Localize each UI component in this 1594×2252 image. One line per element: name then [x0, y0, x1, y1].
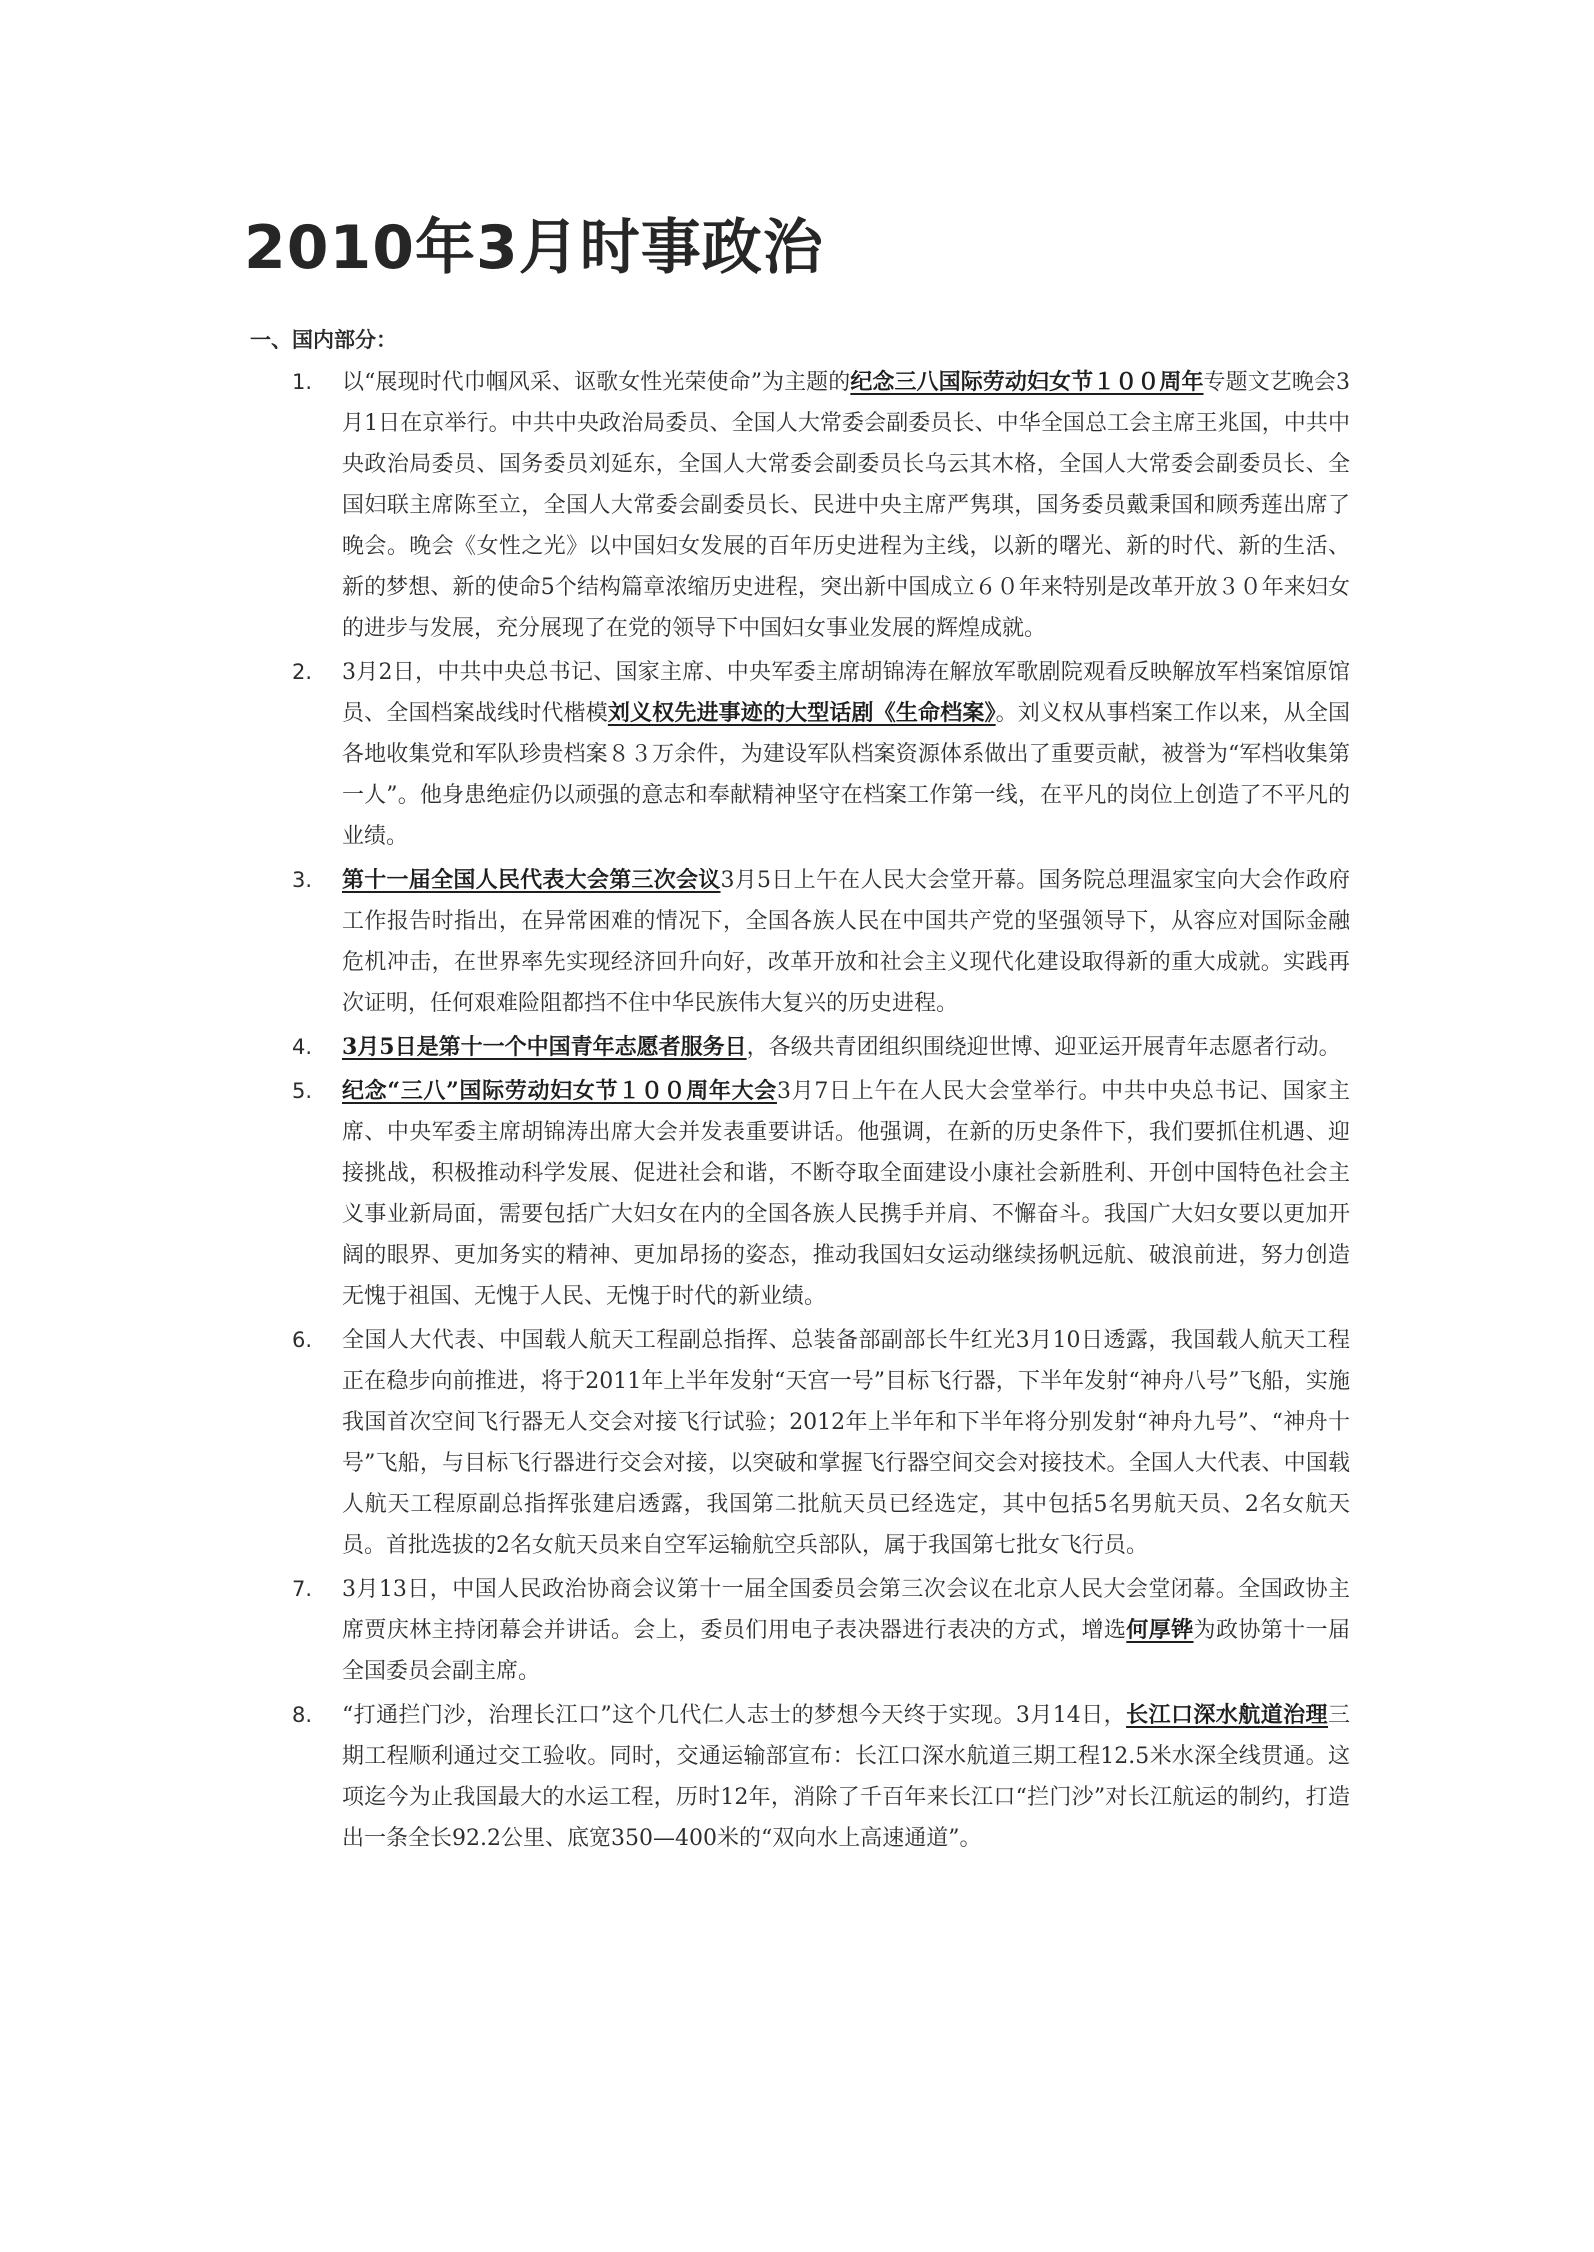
item-text: 三期工程顺利通过交工验收。同时，交通运输部宣布：长江口深水航道三期工程12.5米水深全线贯通。这项迄今为止我国最大的水运工程，历时12年，消除了千百年来长江口“拦门沙”对长江航运的制约，打造出一条全长92.2公里、底宽350—400米的“双向水上高速通道”。: [342, 1703, 1350, 1851]
list-item: [250, 1320, 1350, 1566]
item-highlight: 3月5日是第十一个中国青年志愿者服务日: [342, 1034, 747, 1060]
item-text: 3月7日上午在人民大会堂举行。中共中央总书记、国家主席、中央军委主席胡锦涛出席大会并发表重要讲话。他强调，在新的历史条件下，我们要抓住机遇、迎接挑战，积极推动科学发展、促进社会和谐，不断夺取全面建设小康社会新胜利、开创中国特色社会主义事业新局面，需要包括广大妇女在内的全国各族人民携手并肩、不懈奋斗。我国广大妇女要以更加开阔的眼界、更加务实的精神、更加昂扬的姿态，推动我国妇女运动继续扬帆远航、破浪前进，努力创造无愧于祖国、无愧于人民、无愧于时代的新业绩。: [342, 1079, 1350, 1309]
item-highlight: 第十一届全国人民代表大会第三次会议: [342, 867, 721, 893]
item-text: 为政协第十一届全国委员会副主席。: [342, 1618, 1350, 1684]
item-number: 6.: [292, 1328, 313, 1352]
item-number: 7.: [292, 1577, 313, 1601]
item-text: 全国人大代表、中国载人航天工程副总指挥、总装备部副部长牛红光3月10日透露，我国载人航天工程正在稳步向前推进，将于2011年上半年发射“天宫一号”目标飞行器，下半年发射“神舟八号”飞船，实施我国首次空间飞行器无人交会对接飞行试验；2012年上半年和下半年将分别发射“神舟九号”、“神舟十号”飞船，与目标飞行器进行交会对接，以突破和掌握飞行器空间交会对接技术。全国人大代表、中国载人航天工程原副总指挥张建启透露，我国第二批航天员已经选定，其中包括5名男航天员、2名女航天员。首批选拔的2名女航天员来自空军运输航空兵部队，属于我国第七批女飞行员。: [342, 1328, 1350, 1558]
section-heading: 一、国内部分：: [250, 327, 397, 352]
item-highlight: 长江口深水航道治理: [1126, 1702, 1328, 1728]
list-item: [250, 362, 1350, 649]
item-text: 专题文艺晚会3月1日在京举行。中共中央政治局委员、全国人大常委会副委员长、中华全国总工会主席王兆国，中共中央政治局委员、国务委员刘延东，全国人大常委会副委员长乌云其木格，全国人大常委会副委员长、全国妇联主席陈至立，全国人大常委会副委员长、民进中央主席严隽琪，国务委员戴秉国和顾秀莲出席了晚会。晚会《女性之光》以中国妇女发展的百年历史进程为主线，以新的曙光、新的时代、新的生活、新的梦想、新的使命5个结构篇章浓缩历史进程，突出新中国成立６０年来特别是改革开放３０年来妇女的进步与发展，充分展现了在党的领导下中国妇女事业发展的辉煌成就。: [342, 370, 1350, 641]
list-item: [250, 1569, 1350, 1692]
document-title: 2010年3月时事政治: [244, 213, 824, 283]
item-text: 。刘义权从事档案工作以来，从全国各地收集党和军队珍贵档案８３万余件，为建设军队档案资源体系做出了重要贡献，被誉为“军档收集第一人”。他身患绝症仍以顽强的意志和奉献精神坚守在档案工作第一线，在平凡的岗位上创造了不平凡的业绩。: [342, 701, 1350, 849]
news-list: [250, 362, 1350, 1862]
item-text: ，各级共青团组织围绕迎世博、迎亚运开展青年志愿者行动。: [746, 1035, 1341, 1060]
item-text: “打通拦门沙，治理长江口”这个几代仁人志士的梦想今天终于实现。3月14日，: [342, 1703, 1127, 1728]
list-item: [250, 1071, 1350, 1317]
item-highlight: 纪念三八国际劳动妇女节１００周年: [850, 369, 1204, 395]
item-number: 5.: [292, 1079, 313, 1103]
item-number: 3.: [292, 868, 313, 892]
list-item: [250, 652, 1350, 857]
item-number: 4.: [292, 1035, 313, 1059]
list-item: [250, 1027, 1350, 1068]
list-item: [250, 860, 1350, 1024]
item-text: 以“展现时代巾帼风采、讴歌女性光荣使命”为主题的: [342, 370, 851, 395]
item-highlight: 纪念“三八”国际劳动妇女节１００周年大会: [342, 1078, 777, 1104]
item-highlight: 何厚铧: [1126, 1617, 1194, 1643]
item-number: 8.: [292, 1703, 313, 1727]
item-number: 2.: [292, 660, 313, 684]
item-highlight: 刘义权先进事迹的大型话剧《生命档案》: [607, 700, 996, 726]
item-text: 3月2日，中共中央总书记、国家主席、中央军委主席胡锦涛在解放军歌剧院观看反映解放军档案馆原馆员、全国档案战线时代楷模: [342, 660, 1350, 726]
list-item: [250, 1695, 1350, 1859]
item-text: 3月13日，中国人民政治协商会议第十一届全国委员会第三次会议在北京人民大会堂闭幕。全国政协主席贾庆林主持闭幕会并讲话。会上，委员们用电子表决器进行表决的方式，增选: [342, 1577, 1350, 1643]
item-number: 1.: [292, 370, 313, 394]
item-text: 3月5日上午在人民大会堂开幕。国务院总理温家宝向大会作政府工作报告时指出，在异常困难的情况下，全国各族人民在中国共产党的坚强领导下，从容应对国际金融危机冲击，在世界率先实现经济回升向好，改革开放和社会主义现代化建设取得新的重大成就。实践再次证明，任何艰难险阻都挡不住中华民族伟大复兴的历史进程。: [342, 868, 1350, 1016]
